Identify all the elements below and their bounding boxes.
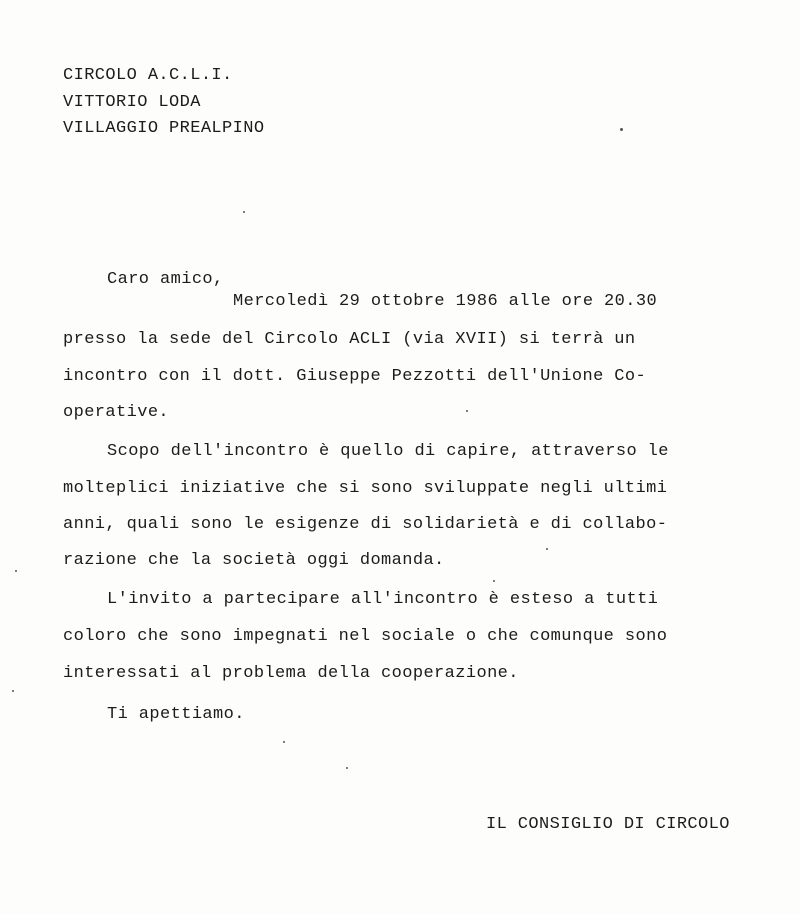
header-organization: CIRCOLO A.C.L.I.: [63, 66, 233, 85]
header-location: VILLAGGIO PREALPINO: [63, 119, 265, 138]
scan-speck: [243, 211, 245, 213]
scan-speck: [546, 548, 548, 550]
body-line: operative.: [63, 403, 170, 422]
signature: IL CONSIGLIO DI CIRCOLO: [486, 815, 730, 834]
closing-line: Ti apettiamo.: [107, 705, 245, 724]
body-line: razione che la società oggi domanda.: [63, 551, 445, 570]
body-line: molteplici iniziative che si sono sviluppate negli ultimi: [63, 479, 668, 498]
scan-speck: [466, 410, 468, 412]
body-line: interessati al problema della cooperazione.: [63, 664, 519, 683]
body-line: presso la sede del Circolo ACLI (via XVII) si terrà un: [63, 330, 636, 349]
scan-speck: [620, 128, 623, 131]
body-line: coloro che sono impegnati nel sociale o che comunque sono: [63, 627, 668, 646]
body-line: Mercoledì 29 ottobre 1986 alle ore 20.30: [233, 292, 658, 311]
body-line: anni, quali sono le esigenze di solidarietà e di collabo-: [63, 515, 668, 534]
body-line: L'invito a partecipare all'incontro è esteso a tutti: [107, 590, 659, 609]
scan-speck: [12, 690, 14, 692]
greeting: Caro amico,: [107, 270, 224, 289]
scan-speck: [346, 767, 348, 769]
scan-speck: [15, 570, 17, 572]
header-name: VITTORIO LODA: [63, 93, 201, 112]
body-line: Scopo dell'incontro è quello di capire, attraverso le: [107, 442, 669, 461]
body-line: incontro con il dott. Giuseppe Pezzotti dell'Unione Co-: [63, 367, 647, 386]
scan-speck: [283, 741, 285, 743]
scan-speck: [493, 580, 495, 582]
